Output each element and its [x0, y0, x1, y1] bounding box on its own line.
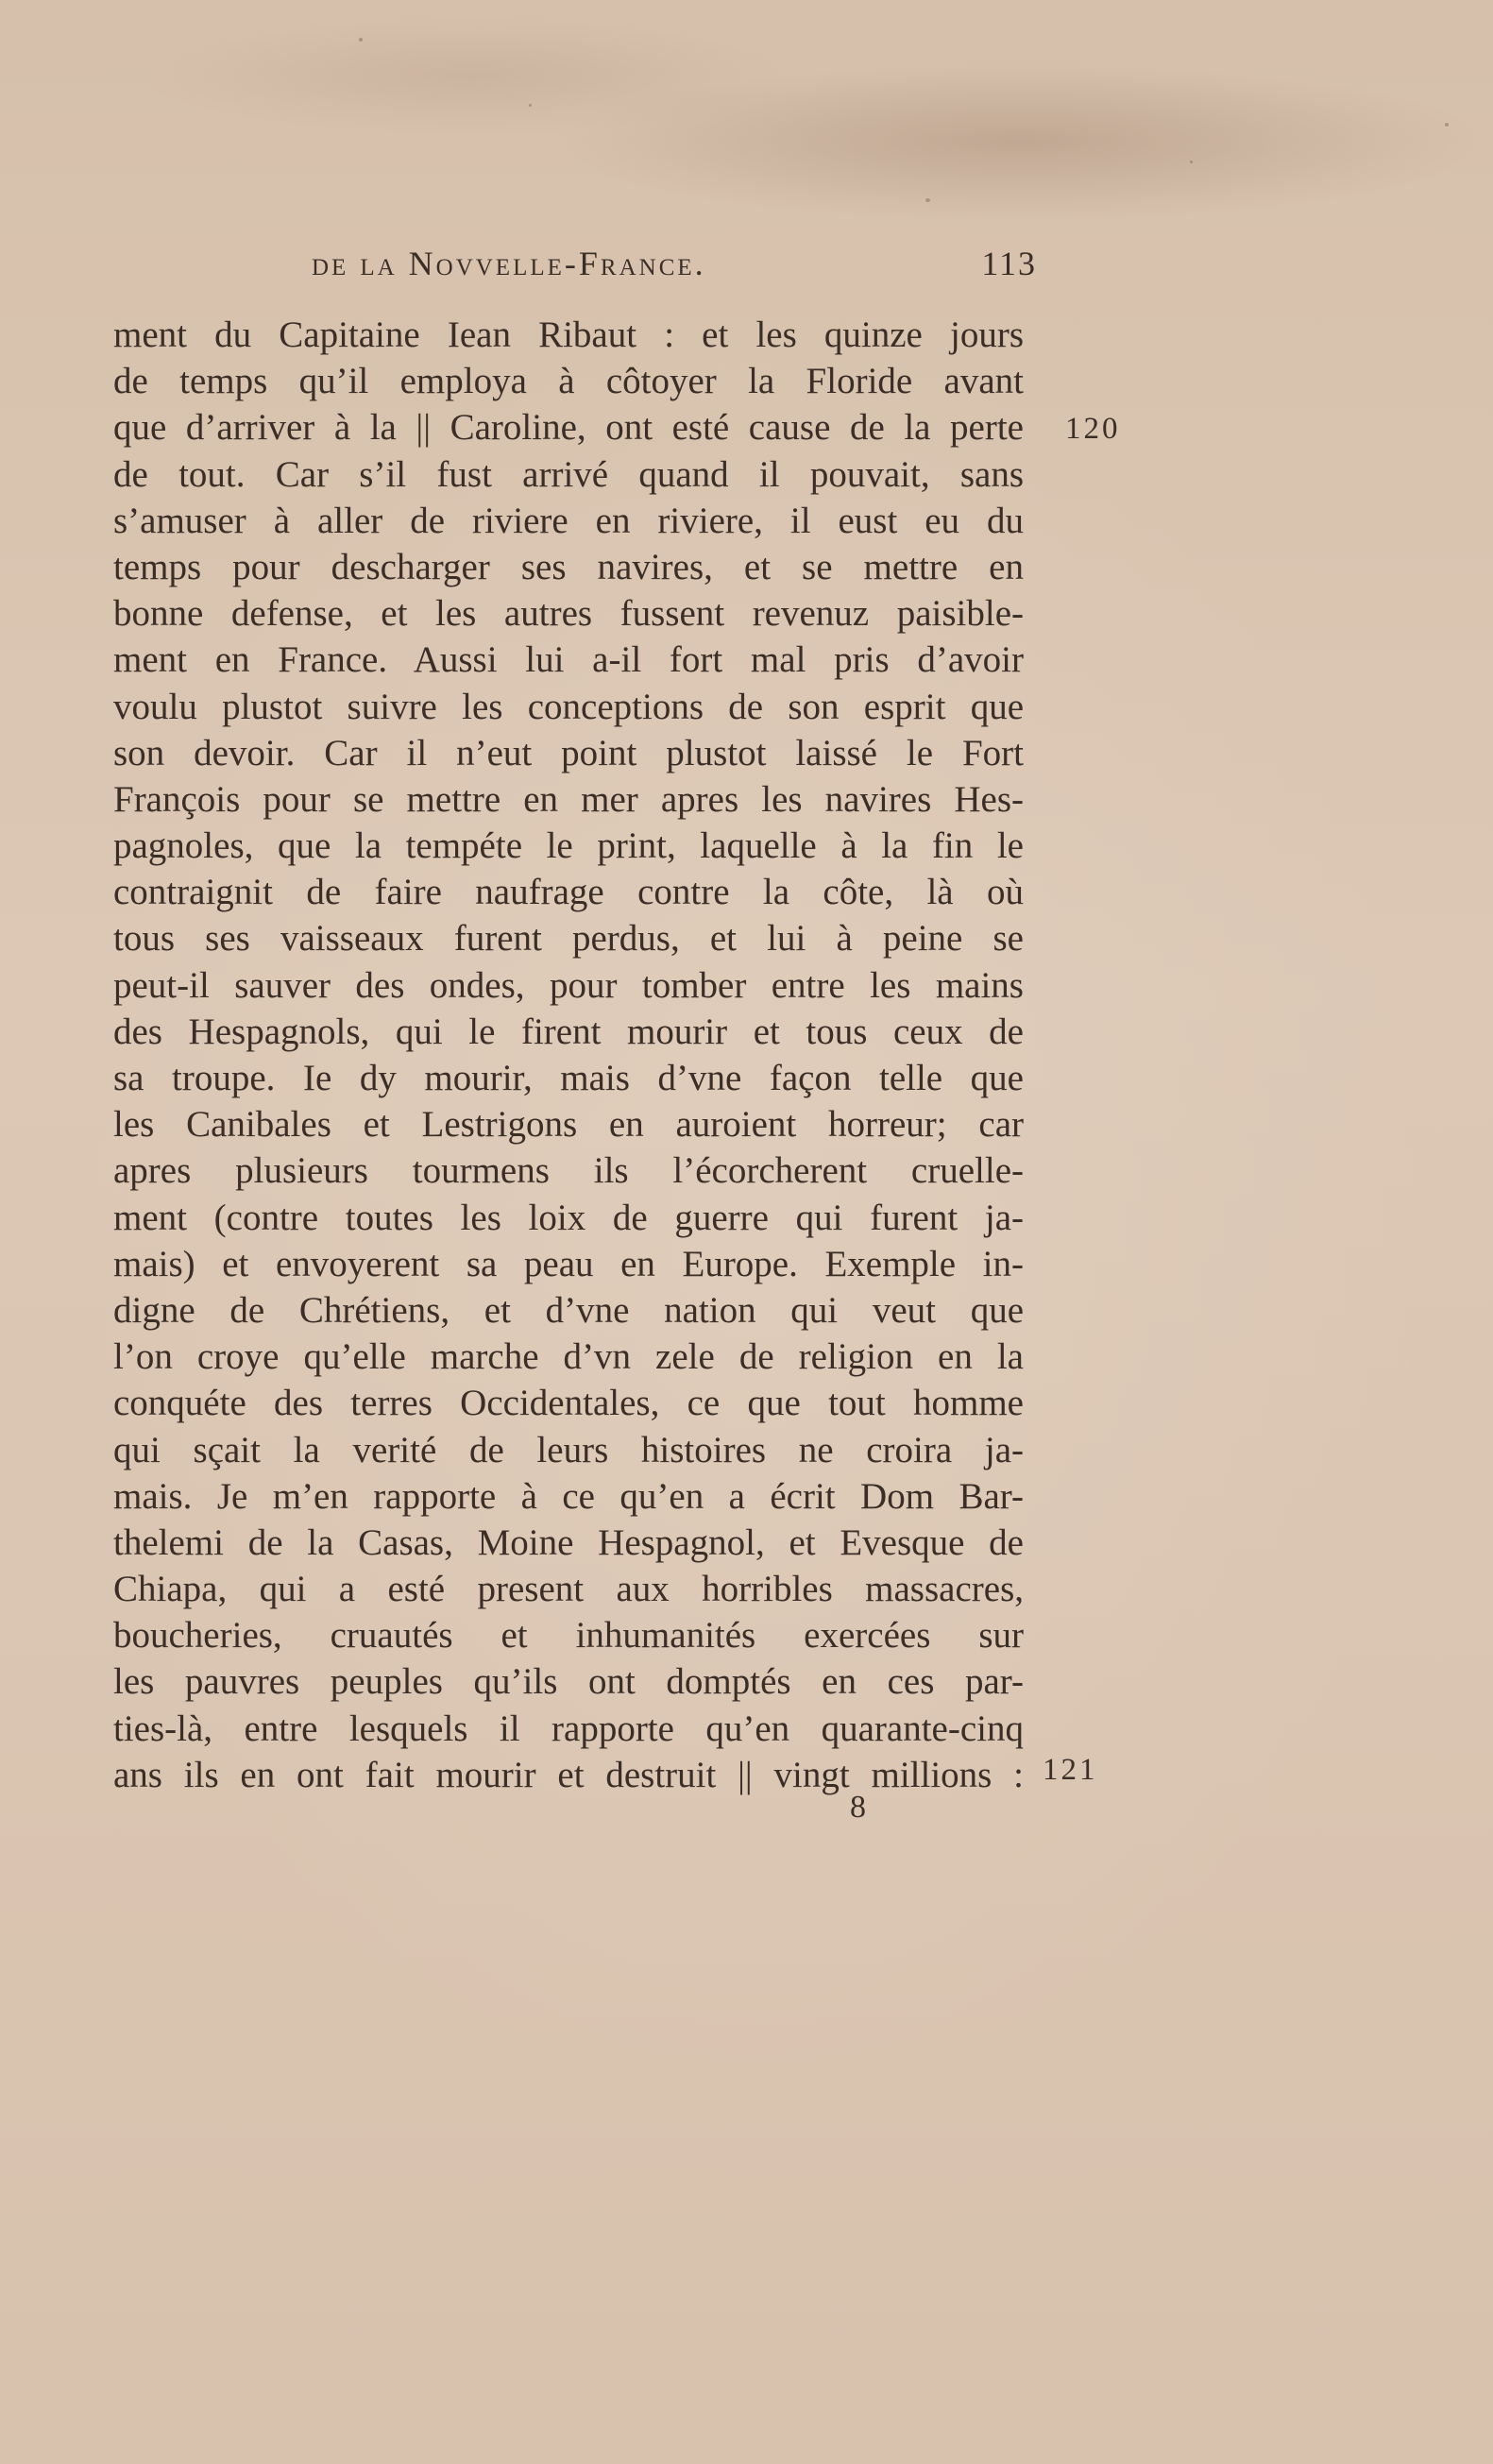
running-header [312, 244, 1037, 291]
paper-speck [529, 104, 532, 107]
header-title: de la Novvelle-France. [312, 245, 706, 282]
text-line: qui sçait la verité de leurs histoires ne croira ja- [113, 1429, 1024, 1470]
paper-speck [359, 38, 363, 42]
text-line: temps pour descharger ses navires, et se mettre en [113, 546, 1024, 587]
text-line: que d’arriver à la || Caroline, ont esté cause de la perte [113, 407, 1024, 449]
text-line: pagnoles, que la tempéte le print, laquelle à la fin le [113, 825, 1024, 867]
text-line: de temps qu’il employa à côtoyer la Floride avant [113, 361, 1024, 402]
text-line: ment (contre toutes les loix de guerre qui furent ja- [113, 1197, 1024, 1238]
text-line: ment en France. Aussi lui a-il fort mal pris d’avoir [113, 639, 1024, 681]
text-line: peut-il sauver des ondes, pour tomber entre les mains [113, 964, 1024, 1006]
body-text [113, 312, 1024, 1798]
text-line: mais. Je m’en rapporte à ce qu’en a écrit Dom Bar- [113, 1475, 1024, 1517]
signature-mark: 8 [850, 1790, 866, 1825]
text-line: de tout. Car s’il fust arrivé quand il pouvait, sans [113, 453, 1024, 495]
text-line: apres plusieurs tourmens ils l’écorcherent cruelle- [113, 1150, 1024, 1192]
text-line: tous ses vaisseaux furent perdus, et lui à peine se [113, 918, 1024, 960]
text-line: contraignit de faire naufrage contre la côte, là où [113, 872, 1024, 913]
paper-speck [1445, 123, 1449, 127]
text-line: ment du Capitaine Iean Ribaut : et les quinze jours [113, 314, 1024, 355]
margin-line-number: 120 [1065, 412, 1121, 446]
paper-speck [925, 198, 930, 202]
text-line: digne de Chrétiens, et d’vne nation qui veut que [113, 1289, 1024, 1331]
text-line: Chiapa, qui a esté present aux horribles massacres, [113, 1569, 1024, 1610]
page-number: 113 [981, 245, 1037, 282]
text-line: boucheries, cruautés et inhumanités exercées sur [113, 1615, 1024, 1657]
text-line: conquéte des terres Occidentales, ce que tout homme [113, 1383, 1024, 1424]
text-line: des Hespagnols, qui le firent mourir et tous ceux de [113, 1011, 1024, 1052]
text-line: bonne defense, et les autres fussent revenuz paisible- [113, 593, 1024, 635]
text-line: thelemi de la Casas, Moine Hespagnol, et Evesque de [113, 1521, 1024, 1563]
text-line: les pauvres peuples qu’ils ont domptés en ces par- [113, 1661, 1024, 1703]
text-line: l’on croye qu’elle marche d’vn zele de religion en la [113, 1336, 1024, 1378]
text-line: ties-là, entre lesquels il rapporte qu’en quarante-cinq [113, 1708, 1024, 1749]
text-line: sa troupe. Ie dy mourir, mais d’vne façon telle que [113, 1058, 1024, 1098]
text-line: les Canibales et Lestrigons en auroient horreur; car [113, 1104, 1024, 1146]
paper-speck [1190, 161, 1193, 163]
text-line: ans ils en ont fait mourir et destruit || vingt millions : [113, 1754, 1024, 1795]
text-line: s’amuser à aller de riviere en riviere, il eust eu du [113, 500, 1024, 541]
text-line: François pour se mettre en mer apres les navires Hes- [113, 778, 1024, 820]
text-line: son devoir. Car il n’eut point plustot laissé le Fort [113, 732, 1024, 773]
margin-line-number: 121 [1043, 1753, 1098, 1787]
text-line: mais) et envoyerent sa peau en Europe. Exemple in- [113, 1243, 1024, 1284]
text-line: voulu plustot suivre les conceptions de son esprit que [113, 686, 1024, 727]
